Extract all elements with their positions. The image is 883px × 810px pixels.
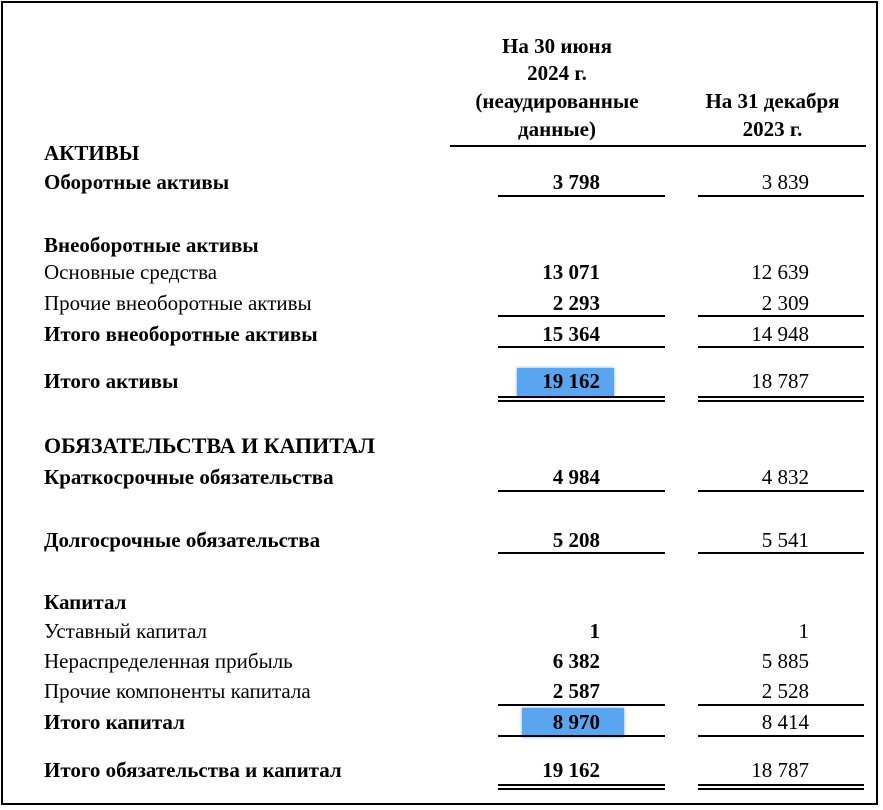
long-term-2023: 5 541 (761, 528, 809, 552)
total-noncurrent-underline-2024 (498, 346, 665, 348)
col-2023-header-line1: На 31 декабря (705, 89, 840, 113)
fixed-assets-2024: 13 071 (542, 260, 600, 284)
total-capital-2023: 8 414 (761, 710, 809, 734)
short-term-label: Краткосрочные обязательства (44, 465, 334, 489)
other-noncurrent-underline-2023 (698, 315, 864, 317)
fixed-assets-label: Основные средства (44, 260, 218, 284)
capital-section-title: Капитал (44, 590, 127, 614)
fixed-assets-2023: 12 639 (751, 260, 809, 284)
col-2024-header-line1: На 30 июня (502, 34, 612, 58)
current-assets-underline-2023 (698, 195, 864, 197)
col-2024-header-line2: 2024 г. (527, 61, 587, 85)
total-assets-double-underline-2024-a (498, 396, 665, 398)
other-components-label: Прочие компоненты капитала (44, 679, 311, 703)
share-capital-2024: 1 (589, 619, 600, 643)
total-noncurrent-2024: 15 364 (542, 322, 600, 346)
current-assets-label: Оборотные активы (44, 170, 230, 194)
short-term-2024: 4 984 (552, 465, 600, 489)
total-assets-2023: 18 787 (751, 369, 809, 393)
current-assets-2023: 3 839 (761, 170, 809, 194)
total-liabilities-double-underline-2024-a (498, 784, 665, 786)
share-capital-2023: 1 (798, 619, 809, 643)
total-capital-underline-2023 (698, 735, 864, 737)
short-term-underline-2024 (498, 490, 665, 492)
noncurrent-section-title: Внеоборотные активы (44, 233, 259, 257)
retained-earnings-2024: 6 382 (552, 649, 600, 673)
total-liabilities-double-underline-2023-a (698, 784, 864, 786)
other-noncurrent-label: Прочие внеоборотные активы (44, 291, 312, 315)
total-liabilities-capital-label: Итого обязательства и капитал (44, 758, 342, 782)
total-liabilities-capital-2024: 19 162 (542, 758, 600, 782)
col-2023-header-line2: 2023 г. (742, 117, 803, 141)
total-capital-underline-2024 (498, 735, 665, 737)
total-assets-2024: 19 162 (542, 369, 600, 393)
long-term-label: Долгосрочные обязательства (44, 528, 321, 552)
total-noncurrent-2023: 14 948 (751, 322, 809, 346)
current-assets-underline-2024 (498, 195, 665, 197)
total-liabilities-double-underline-2024-b (498, 788, 665, 790)
total-noncurrent-underline-2023 (698, 346, 864, 348)
long-term-underline-2024 (498, 552, 665, 554)
total-noncurrent-label: Итого внеоборотные активы (44, 322, 318, 346)
total-assets-double-underline-2024-b (498, 400, 665, 402)
other-noncurrent-2023: 2 309 (761, 291, 809, 315)
header-underline (450, 145, 866, 147)
short-term-2023: 4 832 (761, 465, 809, 489)
other-components-2023: 2 528 (761, 679, 809, 703)
col-2024-header-line3: (неаудированные (475, 89, 639, 113)
share-capital-label: Уставный капитал (44, 619, 207, 643)
other-noncurrent-underline-2024 (498, 315, 665, 317)
long-term-2024: 5 208 (552, 528, 600, 552)
total-capital-2024: 8 970 (552, 710, 600, 734)
col-2024-header-line4: данные) (517, 117, 597, 141)
total-assets-double-underline-2023-a (698, 396, 864, 398)
total-assets-double-underline-2023-b (698, 400, 864, 402)
other-noncurrent-2024: 2 293 (552, 291, 600, 315)
assets-section-title: АКТИВЫ (44, 141, 140, 165)
retained-earnings-label: Нераспределенная прибыль (44, 649, 293, 673)
current-assets-2024: 3 798 (552, 170, 600, 194)
long-term-underline-2023 (698, 552, 864, 554)
total-liabilities-double-underline-2023-b (698, 788, 864, 790)
total-liabilities-capital-2023: 18 787 (751, 758, 809, 782)
liabilities-section-title: ОБЯЗАТЕЛЬСТВА И КАПИТАЛ (44, 433, 376, 458)
total-capital-label: Итого капитал (44, 710, 185, 734)
other-components-2024: 2 587 (552, 679, 600, 703)
retained-earnings-2023: 5 885 (761, 649, 809, 673)
short-term-underline-2023 (698, 490, 864, 492)
other-components-underline-2024 (498, 704, 665, 706)
total-assets-label: Итого активы (44, 369, 179, 393)
other-components-underline-2023 (698, 704, 864, 706)
